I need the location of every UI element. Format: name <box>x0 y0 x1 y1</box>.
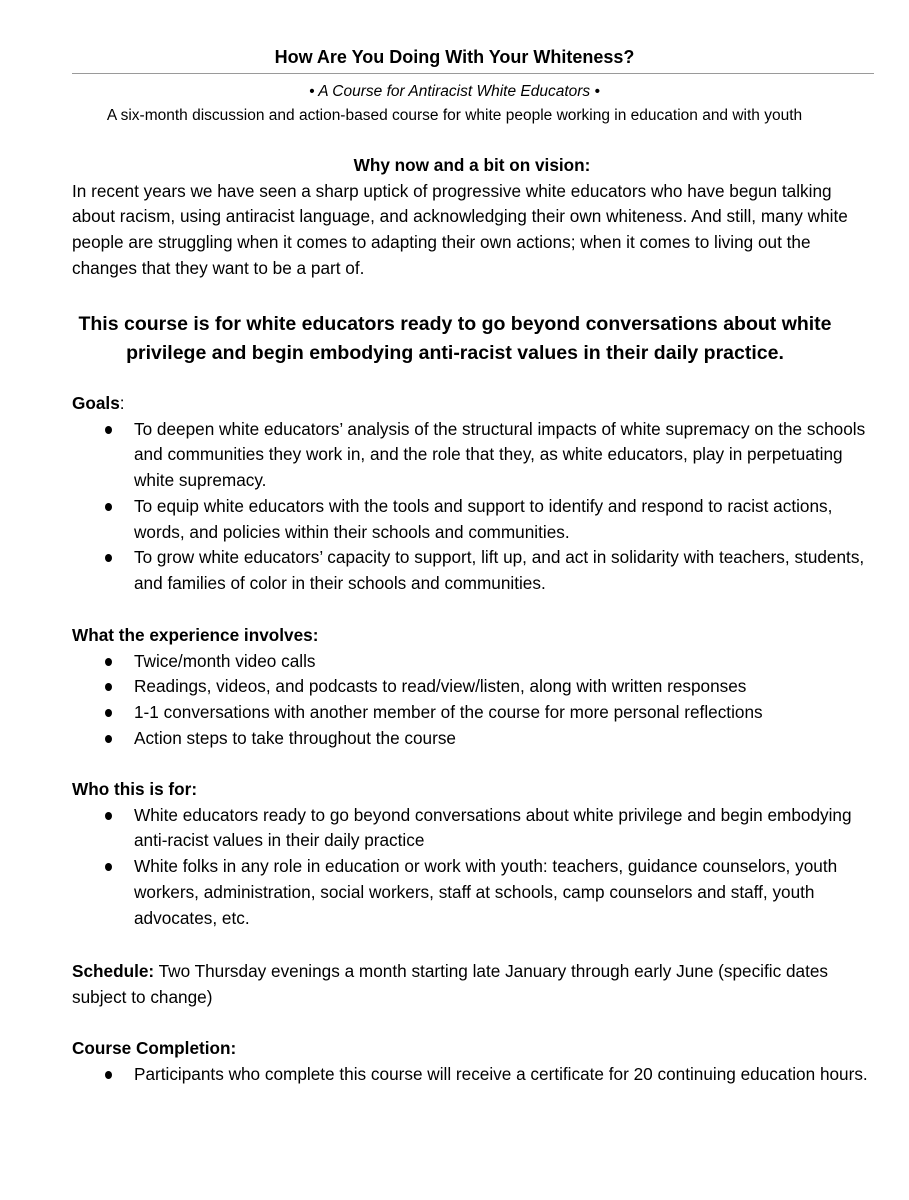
audience-list-item <box>72 803 872 854</box>
experience-list-item <box>72 726 872 752</box>
completion-section <box>72 1036 872 1087</box>
document-tagline: A six-month discussion and action-based course for white people working in education and with youth <box>106 107 803 124</box>
audience-section <box>72 777 872 931</box>
goals-item-text: To equip white educators with the tools and support to identify and respond to racist actions, words, and policies within their schools and communities. <box>134 495 833 542</box>
bullet-icon <box>105 554 112 562</box>
experience-list <box>72 649 872 752</box>
vision-heading: Why now and a bit on vision: <box>353 155 591 175</box>
audience-item-text: White educators ready to go beyond conversations about white privilege and begin embodying anti-racist values in their daily practice <box>134 804 852 851</box>
completion-item-text: Participants who complete this course will receive a certificate for 20 continuing education hours. <box>134 1063 868 1084</box>
goals-heading <box>72 391 872 417</box>
experience-section <box>72 623 872 752</box>
completion-list <box>72 1062 872 1088</box>
bullet-icon <box>105 683 112 691</box>
schedule-text: Two Thursday evenings a month starting late January through early June (specific dates subject to change) <box>72 961 829 1007</box>
goals-list-item <box>72 417 872 494</box>
goals-item-text: To deepen white educators’ analysis of the structural impacts of white supremacy on the schools and communities they work in, and the role that they, as white educators, play in perpetuating white supremacy. <box>134 418 866 491</box>
goals-list-item <box>72 494 872 545</box>
goals-list-item <box>72 545 872 596</box>
completion-heading: Course Completion: <box>72 1038 237 1058</box>
document-subtitle: • A Course for Antiracist White Educators • <box>309 83 600 100</box>
course-callout: This course is for white educators ready to go beyond conversations about white privilege and begin embodying anti-racist values in their daily practice. <box>78 313 832 364</box>
bullet-icon <box>105 503 112 511</box>
title-divider <box>72 73 874 74</box>
audience-heading: Who this is for: <box>72 779 198 799</box>
bullet-icon <box>105 735 112 743</box>
goals-heading-colon: : <box>119 393 125 413</box>
bullet-icon <box>105 658 112 666</box>
experience-item-text: Twice/month video calls <box>134 650 316 671</box>
completion-list-item <box>72 1062 872 1088</box>
bullet-icon <box>105 709 112 717</box>
experience-list-item <box>72 674 872 700</box>
goals-heading-label: Goals <box>72 393 120 413</box>
experience-item-text: 1-1 conversations with another member of the course for more personal reflections <box>134 702 763 723</box>
document-title: How Are You Doing With Your Whiteness? <box>274 47 635 67</box>
goals-item-text: To grow white educators’ capacity to support, lift up, and act in solidarity with teachers, students, and families of color in their schools and communities. <box>134 547 865 593</box>
goals-section <box>72 391 872 597</box>
schedule-label: Schedule: <box>72 961 155 981</box>
goals-list <box>72 417 872 597</box>
experience-list-item <box>72 649 872 675</box>
experience-item-text: Readings, videos, and podcasts to read/view/listen, along with written responses <box>134 676 747 697</box>
vision-section <box>72 153 872 282</box>
audience-list <box>72 803 872 932</box>
experience-item-text: Action steps to take throughout the course <box>134 727 456 748</box>
vision-paragraph: In recent years we have seen a sharp uptick of progressive white educators who have begun talking about racism, using antiracist language, and acknowledging their own whiteness. And still, many white people are struggling when it comes to adapting their own actions; when it comes to living out the changes that they want to be a part of. <box>72 180 848 278</box>
audience-list-item <box>72 854 872 931</box>
bullet-icon <box>105 863 112 871</box>
experience-list-item <box>72 700 872 726</box>
bullet-icon <box>105 426 112 434</box>
bullet-icon <box>105 1071 112 1079</box>
audience-item-text: White folks in any role in education or work with youth: teachers, guidance counselors, youth workers, administration, social workers, staff at schools, camp counselors and staff, youth advocates, etc. <box>134 856 838 928</box>
schedule-section <box>72 959 872 1010</box>
experience-heading: What the experience involves: <box>72 625 319 645</box>
bullet-icon <box>105 812 112 820</box>
